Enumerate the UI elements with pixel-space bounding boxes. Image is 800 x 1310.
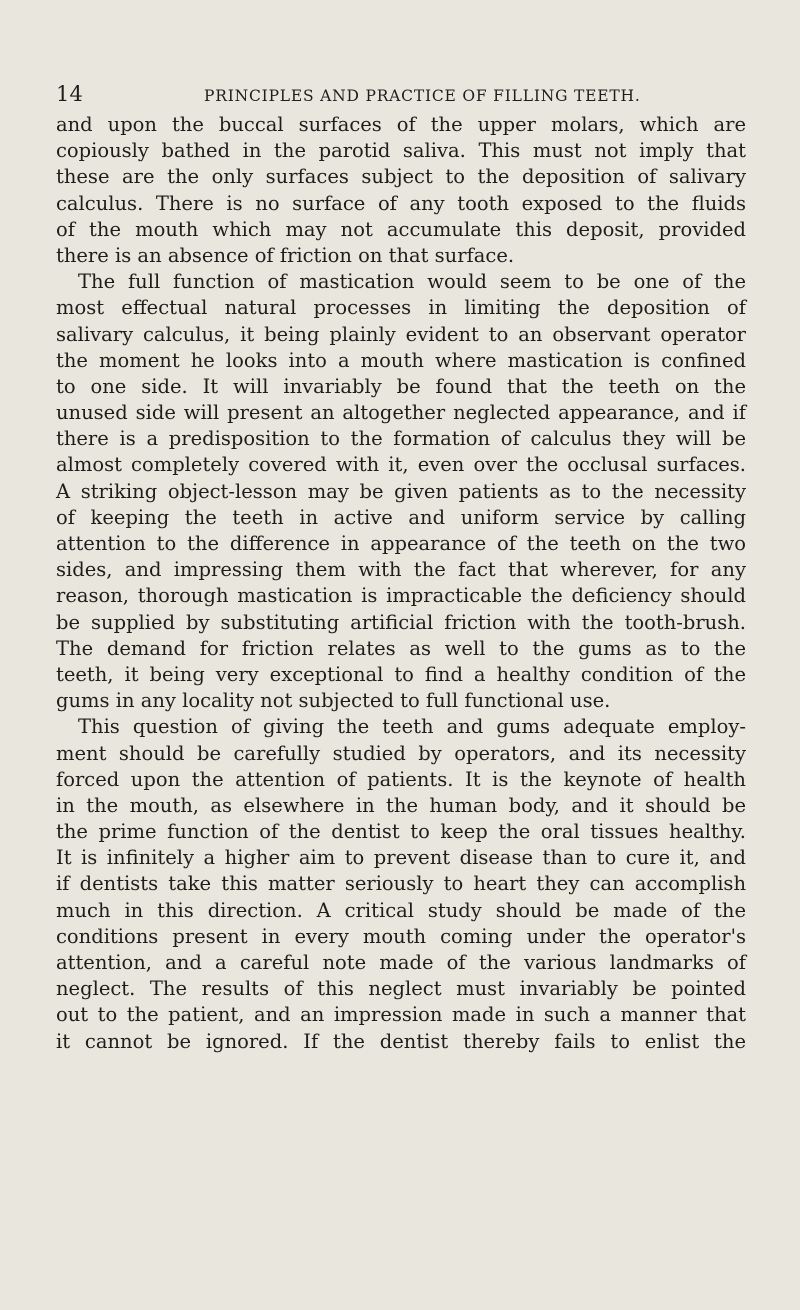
text-line: in the mouth, as elsewhere in the human body, and it should be <box>56 793 746 817</box>
text-line: ment should be carefully studied by operators, and its necessity <box>56 741 746 765</box>
body-text <box>56 112 746 1055</box>
text-line: of the mouth which may not accumulate this deposit, provided <box>56 217 746 241</box>
text-line: conditions present in every mouth coming under the operator's <box>56 924 746 948</box>
text-line: almost completely covered with it, even over the occlusal surfaces. <box>56 453 746 477</box>
text-line: it cannot be ignored. If the dentist thereby fails to enlist the <box>56 1029 746 1053</box>
text-line: A striking object-lesson may be given patients as to the necessity <box>56 479 746 503</box>
text-line: most effectual natural processes in limiting the deposition of <box>56 296 746 320</box>
text-line: unused side will present an altogether neglected appearance, and if <box>56 401 746 425</box>
text-line: neglect. The results of this neglect must invariably be pointed <box>56 977 746 1001</box>
text-line: reason, thorough mastication is impracticable the deficiency should <box>56 584 746 608</box>
text-line: the prime function of the dentist to keep the oral tissues healthy. <box>56 820 746 844</box>
text-line: calculus. There is no surface of any tooth exposed to the fluids <box>56 191 746 215</box>
text-line: The full function of mastication would seem to be one of the <box>78 270 746 294</box>
text-line: It is infinitely a higher aim to prevent disease than to cure it, and <box>56 846 746 870</box>
text-line: to one side. It will invariably be found that the teeth on the <box>56 374 746 398</box>
text-line: these are the only surfaces subject to the deposition of salivary <box>56 165 746 189</box>
text-line: the moment he looks into a mouth where mastication is confined <box>56 348 746 372</box>
page-number: 14 <box>56 82 84 106</box>
text-line: gums in any locality not subjected to full functional use. <box>56 689 611 713</box>
text-line: of keeping the teeth in active and uniform service by calling <box>56 505 746 529</box>
text-line: teeth, it being very exceptional to find a healthy condition of the <box>56 662 746 686</box>
text-line: forced upon the attention of patients. It is the keynote of health <box>56 767 746 791</box>
text-line: The demand for friction relates as well to the gums as to the <box>56 636 746 660</box>
text-line: salivary calculus, it being plainly evident to an observant operator <box>56 322 746 346</box>
text-line: and upon the buccal surfaces of the upper molars, which are <box>56 113 746 136</box>
running-head: PRINCIPLES AND PRACTICE OF FILLING TEETH. <box>204 87 641 105</box>
text-line: there is a predisposition to the formation of calculus they will be <box>56 427 746 451</box>
text-line: sides, and impressing them with the fact that wherever, for any <box>56 558 746 582</box>
text-line: if dentists take this matter seriously to heart they can accomplish <box>56 872 746 896</box>
text-line: much in this direction. A critical study should be made of the <box>56 898 746 922</box>
text-line: be supplied by substituting artificial friction with the tooth-brush. <box>56 610 746 634</box>
text-line: copiously bathed in the parotid saliva. This must not imply that <box>56 139 746 163</box>
text-line: attention, and a careful note made of the various landmarks of <box>56 951 746 974</box>
text-line: out to the patient, and an impression made in such a manner that <box>56 1003 746 1027</box>
text-line: This question of giving the teeth and gums adequate employ- <box>78 715 746 739</box>
page-header <box>56 82 746 106</box>
text-line: there is an absence of friction on that surface. <box>56 243 515 267</box>
text-line: attention to the difference in appearance of the teeth on the two <box>56 532 746 555</box>
